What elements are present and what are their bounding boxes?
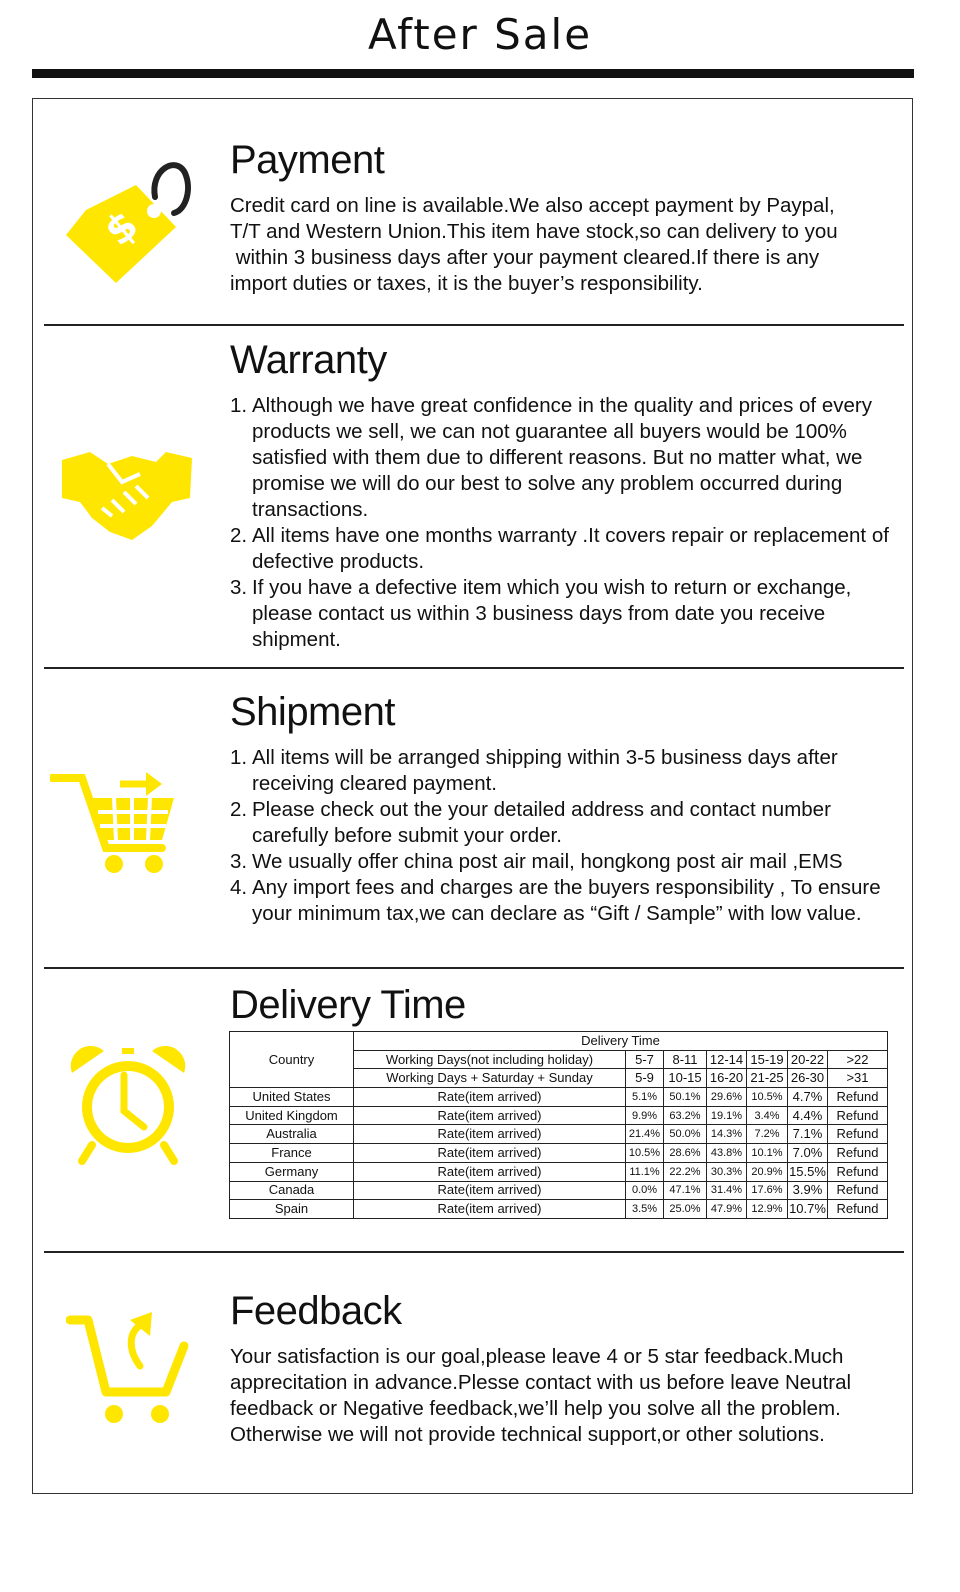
item-number: 3. (230, 850, 248, 873)
table-caption: Delivery Time (354, 1032, 888, 1051)
payment-line: Credit card on line is available.We also accept payment by Paypal, (230, 194, 835, 217)
rate-label-cell: Rate(item arrived) (354, 1162, 626, 1181)
working-weekend-label: Working Days + Saturday + Sunday (354, 1069, 626, 1088)
list-item (230, 575, 905, 653)
delivery-title: Delivery Time (230, 983, 466, 1027)
cart-return-arrow-icon (66, 1310, 191, 1430)
rate-label-cell: Rate(item arrived) (354, 1088, 626, 1107)
table-cell: 7.2% (747, 1125, 788, 1144)
working-days-label: Working Days(not including holiday) (354, 1050, 626, 1069)
table-row (230, 1200, 888, 1219)
table-cell: 17.6% (747, 1181, 788, 1200)
item-text: If you have a defective item which you wish to return or exchange, please contact us within 3 business days from date you receive shipment. (252, 576, 852, 651)
table-cell: 47.1% (664, 1181, 707, 1200)
list-item (230, 875, 905, 927)
table-cell: 28.6% (664, 1144, 707, 1163)
payment-line: import duties or taxes, it is the buyer’s responsibility. (230, 272, 703, 295)
country-header: Country (230, 1032, 354, 1088)
item-number: 3. (230, 576, 248, 599)
feedback-line: feedback or Negative feedback,we’ll help you solve all the problem. (230, 1397, 841, 1420)
item-text: Any import fees and charges are the buyers responsibility , To ensure your minimum tax,we can declare as “Gift / Sample” with low value. (252, 876, 881, 925)
table-cell: 10-15 (664, 1069, 707, 1088)
table-cell: 5-7 (626, 1050, 664, 1069)
table-cell: 21.4% (626, 1125, 664, 1144)
table-cell: >31 (828, 1069, 888, 1088)
title-rule (32, 69, 914, 78)
table-cell: 9.9% (626, 1106, 664, 1125)
table-cell: 7.1% (788, 1125, 828, 1144)
feedback-line: Your satisfaction is our goal,please leave 4 or 5 star feedback.Much (230, 1345, 844, 1368)
warranty-title: Warranty (230, 338, 387, 382)
country-cell: France (230, 1144, 354, 1163)
country-cell: United States (230, 1088, 354, 1107)
payment-line: within 3 business days after your payment cleared.If there is any (230, 246, 820, 269)
payment-line: T/T and Western Union.This item have stock,so can delivery to you (230, 220, 838, 243)
table-row (230, 1162, 888, 1181)
shipment-list (230, 745, 905, 927)
feedback-text (230, 1344, 900, 1448)
feedback-line: apprecitation in advance.Plesse contact with us before leave Neutral (230, 1371, 852, 1394)
svg-text:$: $ (96, 202, 148, 256)
table-cell: 5.1% (626, 1088, 664, 1107)
table-cell: Refund (828, 1106, 888, 1125)
table-cell: 3.4% (747, 1106, 788, 1125)
table-cell: Refund (828, 1200, 888, 1219)
country-cell: Germany (230, 1162, 354, 1181)
table-cell: 3.5% (626, 1200, 664, 1219)
table-cell: 30.3% (707, 1162, 747, 1181)
table-cell: 50.0% (664, 1125, 707, 1144)
table-row (230, 1181, 888, 1200)
table-cell: 4.4% (788, 1106, 828, 1125)
section-divider (44, 324, 904, 326)
item-number: 4. (230, 876, 248, 899)
table-cell: 10.5% (626, 1144, 664, 1163)
table-cell: 50.1% (664, 1088, 707, 1107)
table-cell: 47.9% (707, 1200, 747, 1219)
table-cell: 12.9% (747, 1200, 788, 1219)
item-text: Although we have great confidence in the quality and prices of every products we sell, we can not guarantee all buyers would be 100% satisfied with them due to different reasons. But no matter what, we promise we will do our best to solve any problem occurred during transactions. (252, 394, 872, 521)
table-cell: 10.5% (747, 1088, 788, 1107)
table-cell: >22 (828, 1050, 888, 1069)
alarm-clock-icon (68, 1045, 188, 1165)
table-cell: 15.5% (788, 1162, 828, 1181)
table-cell: 0.0% (626, 1181, 664, 1200)
table-row (230, 1144, 888, 1163)
table-cell: 63.2% (664, 1106, 707, 1125)
section-divider (44, 667, 904, 669)
table-cell: 5-9 (626, 1069, 664, 1088)
table-row (230, 1125, 888, 1144)
table-cell: Refund (828, 1144, 888, 1163)
table-cell: 20-22 (788, 1050, 828, 1069)
table-cell: 43.8% (707, 1144, 747, 1163)
country-cell: Australia (230, 1125, 354, 1144)
section-divider (44, 967, 904, 969)
table-cell: 15-19 (747, 1050, 788, 1069)
table-cell: 10.1% (747, 1144, 788, 1163)
table-row (230, 1106, 888, 1125)
item-text: All items will be arranged shipping within 3-5 business days after receiving cleared payment. (252, 746, 838, 795)
rate-label-cell: Rate(item arrived) (354, 1144, 626, 1163)
table-cell: 26-30 (788, 1069, 828, 1088)
rate-label-cell: Rate(item arrived) (354, 1200, 626, 1219)
item-number: 1. (230, 746, 248, 769)
item-text: We usually offer china post air mail, hongkong post air mail ,EMS (252, 850, 843, 873)
list-item (230, 523, 905, 575)
item-text: All items have one months warranty .It covers repair or replacement of defective products. (252, 524, 889, 573)
delivery-time-table (229, 1031, 888, 1219)
item-number: 1. (230, 394, 248, 417)
section-divider (44, 1251, 904, 1253)
table-cell: 22.2% (664, 1162, 707, 1181)
list-item (230, 745, 905, 797)
table-cell: Refund (828, 1181, 888, 1200)
rate-label-cell: Rate(item arrived) (354, 1181, 626, 1200)
item-number: 2. (230, 524, 248, 547)
table-cell: 8-11 (664, 1050, 707, 1069)
table-cell: 25.0% (664, 1200, 707, 1219)
table-cell: 12-14 (707, 1050, 747, 1069)
item-text: Please check out the your detailed address and contact number carefully before submit your order. (252, 798, 831, 847)
rate-label-cell: Rate(item arrived) (354, 1125, 626, 1144)
table-cell: 11.1% (626, 1162, 664, 1181)
table-cell: 16-20 (707, 1069, 747, 1088)
table-cell: 14.3% (707, 1125, 747, 1144)
item-number: 2. (230, 798, 248, 821)
price-tag-dollar-icon (58, 155, 198, 285)
list-item (230, 797, 905, 849)
table-cell: 10.7% (788, 1200, 828, 1219)
payment-title: Payment (230, 138, 385, 182)
shopping-cart-arrow-icon (50, 768, 180, 878)
table-cell: 3.9% (788, 1181, 828, 1200)
page-title: After Sale (367, 10, 593, 59)
table-cell: Refund (828, 1162, 888, 1181)
table-cell: 29.6% (707, 1088, 747, 1107)
feedback-title: Feedback (230, 1289, 402, 1333)
handshake-icon (62, 452, 192, 542)
rate-label-cell: Rate(item arrived) (354, 1106, 626, 1125)
country-cell: Spain (230, 1200, 354, 1219)
feedback-line: Otherwise we will not provide technical support,or other solutions. (230, 1423, 825, 1446)
table-cell: Refund (828, 1125, 888, 1144)
table-cell: 19.1% (707, 1106, 747, 1125)
table-cell: 20.9% (747, 1162, 788, 1181)
payment-text (230, 193, 900, 297)
table-cell: 4.7% (788, 1088, 828, 1107)
table-cell: Refund (828, 1088, 888, 1107)
table-cell: 21-25 (747, 1069, 788, 1088)
warranty-list (230, 393, 905, 653)
country-cell: Canada (230, 1181, 354, 1200)
table-row (230, 1088, 888, 1107)
country-cell: United Kingdom (230, 1106, 354, 1125)
table-cell: 31.4% (707, 1181, 747, 1200)
list-item (230, 849, 905, 875)
table-header-row (230, 1032, 888, 1051)
list-item (230, 393, 905, 523)
table-cell: 7.0% (788, 1144, 828, 1163)
shipment-title: Shipment (230, 690, 395, 734)
